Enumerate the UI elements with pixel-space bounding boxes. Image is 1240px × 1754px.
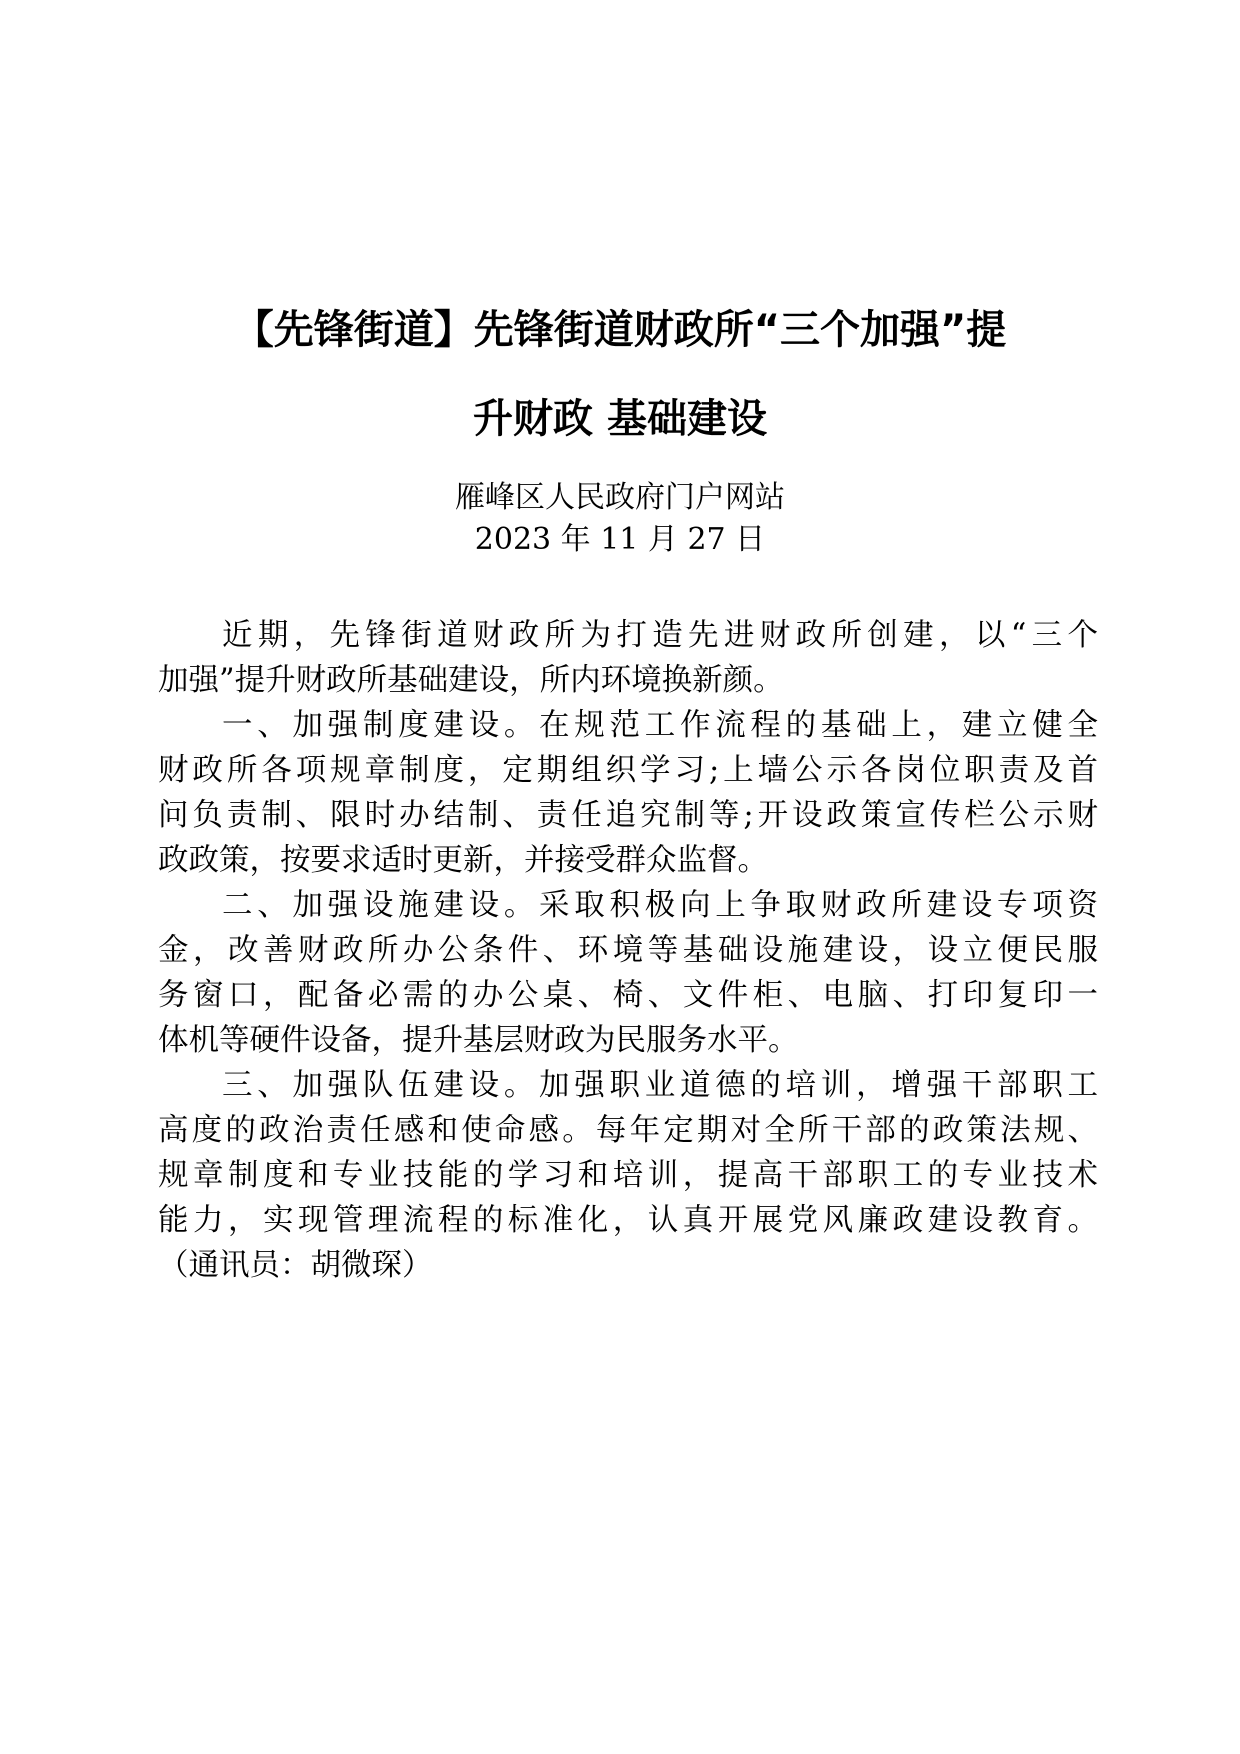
document-title-line-2: 升财政 基础建设 [473, 396, 767, 442]
paragraph-line: 规章制度和专业技能的学习和培训，提高干部职工的专业技术 [158, 1158, 1098, 1193]
paragraph-line: 近期，先锋街道财政所为打造先进财政所创建，以“三个 [222, 618, 1098, 653]
document-source: 雁峰区人民政府门户网站 [455, 480, 785, 515]
paragraph-line: 问负责制、限时办结制、责任追究制等;开设政策宣传栏公示财 [158, 798, 1098, 833]
paragraph-2 [158, 703, 1098, 883]
paragraph-line: 一、加强制度建设。在规范工作流程的基础上，建立健全 [222, 708, 1098, 743]
paragraph-line: 金，改善财政所办公条件、环境等基础设施建设，设立便民服 [158, 933, 1098, 968]
paragraph-line: 三、加强队伍建设。加强职业道德的培训，增强干部职工 [222, 1068, 1098, 1103]
document-title-line-1: 【先锋街道】先锋街道财政所“三个加强”提 [233, 307, 1007, 353]
paragraph-line: 能力，实现管理流程的标准化，认真开展党风廉政建设教育。 [158, 1203, 1098, 1238]
document-date: 2023 年 11 月 27 日 [474, 522, 766, 557]
paragraph-1 [158, 613, 1098, 703]
paragraph-line: 加强”提升财政所基础建设，所内环境换新颜。 [158, 663, 784, 698]
paragraph-line: 高度的政治责任感和使命感。每年定期对全所干部的政策法规、 [158, 1113, 1098, 1148]
paragraph-3 [158, 883, 1098, 1063]
paragraph-line: 二、加强设施建设。采取积极向上争取财政所建设专项资 [222, 888, 1098, 923]
paragraph-line: 务窗口，配备必需的办公桌、椅、文件柜、电脑、打印复印一 [158, 978, 1098, 1013]
reporter-credit: （通讯员：胡微琛） [158, 1248, 433, 1283]
paragraph-4 [158, 1063, 1098, 1288]
paragraph-line: 体机等硬件设备，提升基层财政为民服务水平。 [158, 1023, 799, 1058]
paragraph-line: 政政策，按要求适时更新，并接受群众监督。 [158, 843, 768, 878]
paragraph-line: 财政所各项规章制度，定期组织学习;上墙公示各岗位职责及首 [158, 753, 1098, 788]
